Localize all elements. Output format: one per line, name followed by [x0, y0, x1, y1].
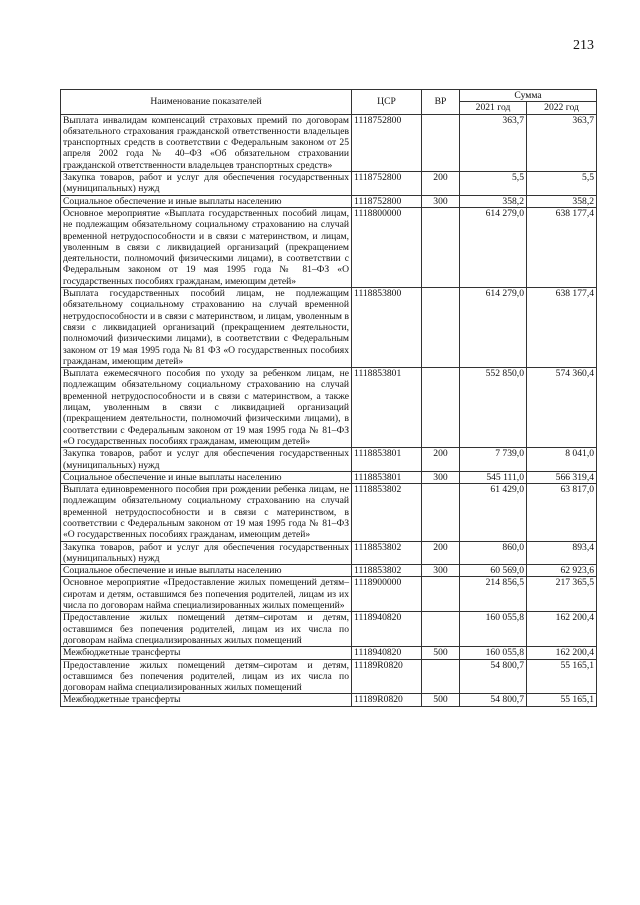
row-sum-2021: 614 279,0	[460, 207, 527, 287]
table-row	[61, 448, 597, 472]
table-row	[61, 172, 597, 196]
table-row	[61, 659, 597, 694]
row-csr: 1118940820	[352, 612, 422, 647]
row-vr: 200	[422, 172, 460, 196]
row-name: Социальное обеспечение и иные выплаты населению	[61, 195, 352, 207]
row-sum-2021: 7 739,0	[460, 448, 527, 472]
row-csr: 1118853802	[352, 541, 422, 565]
table-row	[61, 541, 597, 565]
row-csr: 11189R0820	[352, 694, 422, 706]
row-sum-2022: 162 200,4	[527, 612, 597, 647]
row-vr	[422, 114, 460, 171]
row-csr: 1118800000	[352, 207, 422, 287]
header-name: Наименование показателей	[61, 90, 352, 115]
row-csr: 1118853802	[352, 484, 422, 541]
table-row	[61, 207, 597, 287]
row-vr: 300	[422, 565, 460, 577]
row-vr: 200	[422, 541, 460, 565]
header-vr: ВР	[422, 90, 460, 115]
row-sum-2021: 5,5	[460, 172, 527, 196]
table-row	[61, 114, 597, 171]
row-sum-2022: 55 165,1	[527, 659, 597, 694]
row-vr	[422, 288, 460, 368]
table-row	[61, 484, 597, 541]
header-year-2022: 2022 год	[527, 102, 597, 114]
table-row	[61, 577, 597, 612]
row-sum-2022: 358,2	[527, 195, 597, 207]
row-csr: 1118940820	[352, 647, 422, 659]
row-csr: 1118752800	[352, 114, 422, 171]
table-row	[61, 288, 597, 368]
row-name: Закупка товаров, работ и услуг для обеспечения государственных (муниципальных) нужд	[61, 172, 352, 196]
page-number: 213	[573, 38, 594, 53]
row-vr	[422, 368, 460, 448]
row-sum-2022: 574 360,4	[527, 368, 597, 448]
row-csr: 1118853801	[352, 368, 422, 448]
table-row	[61, 694, 597, 706]
row-sum-2022: 566 319,4	[527, 471, 597, 483]
row-vr: 500	[422, 694, 460, 706]
table-row	[61, 471, 597, 483]
row-sum-2021: 545 111,0	[460, 471, 527, 483]
row-sum-2022: 162 200,4	[527, 647, 597, 659]
header-year-2021: 2021 год	[460, 102, 527, 114]
row-sum-2021: 358,2	[460, 195, 527, 207]
row-name: Закупка товаров, работ и услуг для обеспечения государственных (муниципальных) нужд	[61, 448, 352, 472]
row-sum-2021: 363,7	[460, 114, 527, 171]
row-sum-2021: 214 856,5	[460, 577, 527, 612]
row-name: Выплата инвалидам компенсаций страховых премий по договорам обязательного страхования гражданской ответственности владельцев транспортных средств в соответствии с Федеральным законом от 25 апреля 2002 года № 40–ФЗ «Об обязательном страховании гражданской ответственности владельцев транспортных средств»	[61, 114, 352, 171]
row-sum-2022: 5,5	[527, 172, 597, 196]
row-csr: 1118853801	[352, 448, 422, 472]
row-sum-2022: 55 165,1	[527, 694, 597, 706]
table-row	[61, 612, 597, 647]
table-row	[61, 647, 597, 659]
row-csr: 1118752800	[352, 195, 422, 207]
row-sum-2021: 54 800,7	[460, 659, 527, 694]
header-csr: ЦСР	[352, 90, 422, 115]
row-sum-2021: 54 800,7	[460, 694, 527, 706]
row-sum-2021: 60 569,0	[460, 565, 527, 577]
row-name: Закупка товаров, работ и услуг для обеспечения государственных (муниципальных) нужд	[61, 541, 352, 565]
row-name: Межбюджетные трансферты	[61, 647, 352, 659]
row-vr	[422, 207, 460, 287]
row-sum-2022: 63 817,0	[527, 484, 597, 541]
row-vr	[422, 577, 460, 612]
row-name: Межбюджетные трансферты	[61, 694, 352, 706]
row-sum-2022: 363,7	[527, 114, 597, 171]
row-vr	[422, 612, 460, 647]
row-name: Социальное обеспечение и иные выплаты населению	[61, 471, 352, 483]
table-row	[61, 368, 597, 448]
row-csr: 1118900000	[352, 577, 422, 612]
header-sum: Сумма	[460, 90, 597, 102]
row-csr: 1118752800	[352, 172, 422, 196]
row-vr: 500	[422, 647, 460, 659]
row-name: Социальное обеспечение и иные выплаты населению	[61, 565, 352, 577]
row-name: Основное мероприятие «Выплата государственных пособий лицам, не подлежащим обязательному социальному страхованию на случай временной нетрудоспособности и в связи с материнством, и лицам, уволенным в связи с ликвидацией организаций (прекращением деятельности, полномочий физическими лицами), в соответствии с Федеральным законом от 19 мая 1995 года № 81–ФЗ «О государственных пособиях гражданам, имеющим детей»	[61, 207, 352, 287]
row-name: Выплата единовременного пособия при рождении ребенка лицам, не подлежащим обязательному социальному страхованию на случай временной нетрудоспособности и в связи с материнством, в соответствии с Федеральным законом от 19 мая 1995 года № 81–ФЗ «О государственных пособиях гражданам, имеющим детей»	[61, 484, 352, 541]
row-vr: 300	[422, 471, 460, 483]
row-vr: 200	[422, 448, 460, 472]
row-sum-2022: 638 177,4	[527, 207, 597, 287]
row-name: Предоставление жилых помещений детям–сиротам и детям, оставшимся без попечения родителей, лицам из их числа по договорам найма специализированных жилых помещений	[61, 612, 352, 647]
table-row	[61, 565, 597, 577]
row-sum-2021: 552 850,0	[460, 368, 527, 448]
row-name: Основное мероприятие «Предоставление жилых помещений детям–сиротам и детям, оставшимся без попечения родителей, лицам из их числа по договорам найма специализированных жилых помещений»	[61, 577, 352, 612]
row-name: Выплата государственных пособий лицам, не подлежащим обязательному социальному страхованию на случай временной нетрудоспособности и в связи с материнством, и лицам, уволенным в связи с ликвидацией организаций (прекращением деятельности, полномочий физическими лицами), в соответствии с Федеральным законом от 19 мая 1995 года № 81 ФЗ «О государственных пособиях гражданам, имеющим детей»	[61, 288, 352, 368]
table-row	[61, 195, 597, 207]
row-sum-2022: 638 177,4	[527, 288, 597, 368]
row-sum-2021: 160 055,8	[460, 612, 527, 647]
row-csr: 1118853800	[352, 288, 422, 368]
row-csr: 1118853802	[352, 565, 422, 577]
row-name: Предоставление жилых помещений детям–сиротам и детям, оставшимся без попечения родителей, лицам из их числа по договорам найма специализированных жилых помещений	[61, 659, 352, 694]
row-sum-2021: 860,0	[460, 541, 527, 565]
table-body	[61, 114, 597, 706]
row-sum-2021: 160 055,8	[460, 647, 527, 659]
row-vr	[422, 484, 460, 541]
row-vr: 300	[422, 195, 460, 207]
row-name: Выплата ежемесячного пособия по уходу за ребенком лицам, не подлежащим обязательному социальному страхованию на случай временной нетрудоспособности и в связи с материнством, а также лицам, уволенным в связи с ликвидацией организаций (прекращением деятельности, полномочий физическими лицами), в соответствии с Федеральным законом от 19 мая 1995 года № 81–ФЗ «О государственных пособиях гражданам, имеющим детей»	[61, 368, 352, 448]
row-sum-2022: 62 923,6	[527, 565, 597, 577]
row-sum-2022: 893,4	[527, 541, 597, 565]
budget-table	[60, 89, 597, 707]
row-sum-2021: 614 279,0	[460, 288, 527, 368]
row-sum-2021: 61 429,0	[460, 484, 527, 541]
row-csr: 1118853801	[352, 471, 422, 483]
row-vr	[422, 659, 460, 694]
row-csr: 11189R0820	[352, 659, 422, 694]
row-sum-2022: 8 041,0	[527, 448, 597, 472]
row-sum-2022: 217 365,5	[527, 577, 597, 612]
